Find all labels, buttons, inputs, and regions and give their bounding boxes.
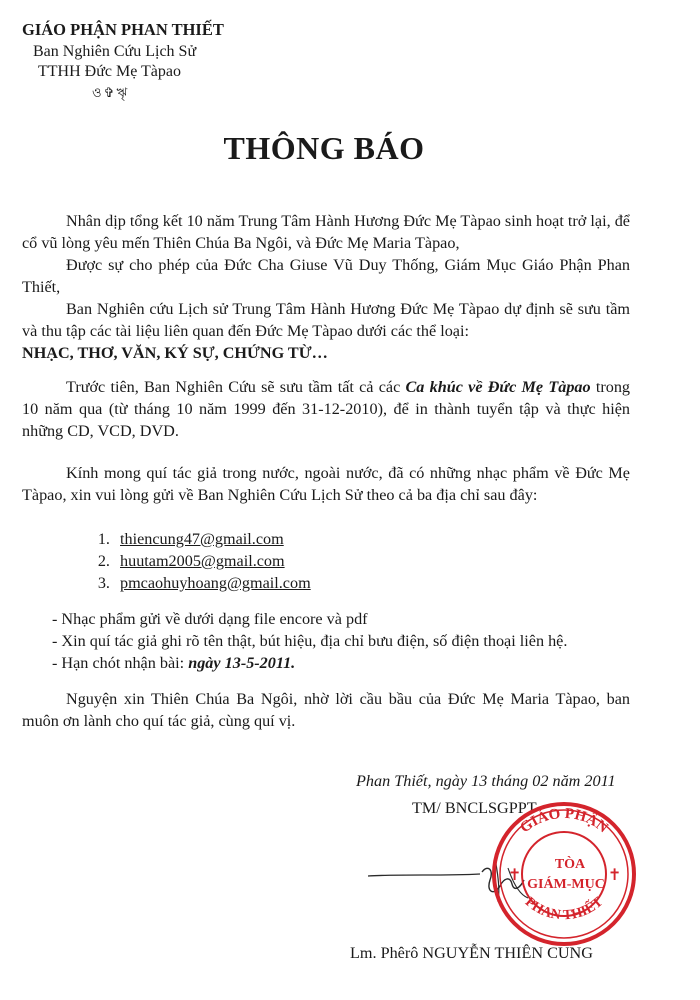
seal-cross-icon: ✝ bbox=[608, 865, 622, 884]
dept-name: Ban Nghiên Cứu Lịch Sử bbox=[33, 43, 197, 60]
page-title: THÔNG BÁO bbox=[223, 130, 425, 166]
genres-line: NHẠC, THƠ, VĂN, KÝ SỰ, CHỨNG TỪ… bbox=[22, 344, 328, 362]
closing-section bbox=[22, 688, 630, 732]
ornament-icon: ও✞ৠ bbox=[92, 85, 130, 100]
intro-paragraph-2: Được sự cho phép của Đức Cha Giuse Vũ Duy Thống, Giám Mục Giáo Phận Phan Thiết, bbox=[22, 256, 630, 296]
org-name: GIÁO PHẬN PHAN THIẾT bbox=[22, 20, 224, 39]
note-info: - Xin quí tác giả ghi rõ tên thật, bút hiệu, địa chỉ bưu điện, số điện thoại liên hệ. bbox=[52, 632, 568, 650]
collection-text-before: Trước tiên, Ban Nghiên Cứu sẽ sưu tầm tất cả các bbox=[66, 378, 406, 396]
email-list bbox=[92, 528, 311, 594]
seal-inner-line-2: GIÁM-MỤC bbox=[527, 877, 605, 892]
deadline-value: ngày 13-5-2011. bbox=[188, 654, 296, 672]
collection-paragraph bbox=[22, 376, 630, 442]
email-link[interactable]: huutam2005@gmail.com bbox=[120, 552, 285, 570]
intro-paragraph-1: Nhân dịp tổng kết 10 năm Trung Tâm Hành Hương Đức Mẹ Tàpao sinh hoạt trở lại, để cổ vũ lòng yêu mến Thiên Chúa Ba Ngôi, và Đức Mẹ Maria Tàpao, bbox=[22, 212, 630, 252]
date-line: Phan Thiết, ngày 13 tháng 02 năm 2011 bbox=[356, 772, 616, 790]
email-item bbox=[114, 572, 311, 594]
email-item bbox=[114, 550, 311, 572]
deadline-label: - Hạn chót nhận bài: bbox=[52, 654, 189, 672]
collection-text-after: trong 10 năm qua (từ tháng 10 năm 1999 đến 31-12-2010), để in thành tuyển tập và thực hiện những CD, VCD, DVD. bbox=[22, 378, 631, 440]
email-link[interactable]: pmcaohuyhoang@gmail.com bbox=[120, 574, 311, 592]
seal-inner-line-1: TÒA bbox=[554, 857, 586, 872]
seal-cross-icon: ✝ bbox=[508, 865, 522, 884]
notes-list bbox=[52, 608, 567, 674]
closing-paragraph: Nguyện xin Thiên Chúa Ba Ngôi, nhờ lời cầu bầu của Đức Mẹ Maria Tàpao, ban muôn ơn lành cho quí tác giả, cùng quí vị. bbox=[22, 690, 630, 730]
seal-bottom-text: PHAN THIẾT bbox=[521, 894, 607, 924]
request-paragraph: Kính mong quí tác giả trong nước, ngoài nước, đã có những nhạc phẩm về Đức Mẹ Tàpao, xin vui lòng gửi về Ban Nghiên Cứu Lịch Sử theo cả ba địa chỉ sau đây: bbox=[22, 464, 630, 504]
signer-name: Lm. Phêrô NGUYỄN THIÊN CUNG bbox=[350, 944, 593, 962]
center-name: TTHH Đức Mẹ Tàpao bbox=[38, 63, 181, 80]
collection-section bbox=[22, 376, 630, 442]
intro-section bbox=[22, 210, 630, 364]
on-behalf-line: TM/ BNCLSGPPT bbox=[412, 799, 537, 817]
seal-top-text: GIÁO PHẬN bbox=[517, 805, 611, 837]
intro-paragraph-3: Ban Nghiên cứu Lịch sử Trung Tâm Hành Hương Đức Mẹ Tàpao dự định sẽ sưu tầm và thu tập các tài liệu liên quan đến Đức Mẹ Tàpao dưới các thể loại: bbox=[22, 300, 630, 340]
official-seal-icon bbox=[476, 796, 652, 946]
request-section bbox=[22, 462, 630, 506]
email-link[interactable]: thiencung47@gmail.com bbox=[120, 530, 284, 548]
note-deadline bbox=[52, 652, 567, 674]
note-format: - Nhạc phẩm gửi về dưới dạng file encore và pdf bbox=[52, 610, 368, 628]
collection-emphasis: Ca khúc về Đức Mẹ Tàpao bbox=[405, 378, 591, 396]
email-item bbox=[114, 528, 311, 550]
svg-text:PHAN THIẾT bbox=[522, 894, 607, 923]
